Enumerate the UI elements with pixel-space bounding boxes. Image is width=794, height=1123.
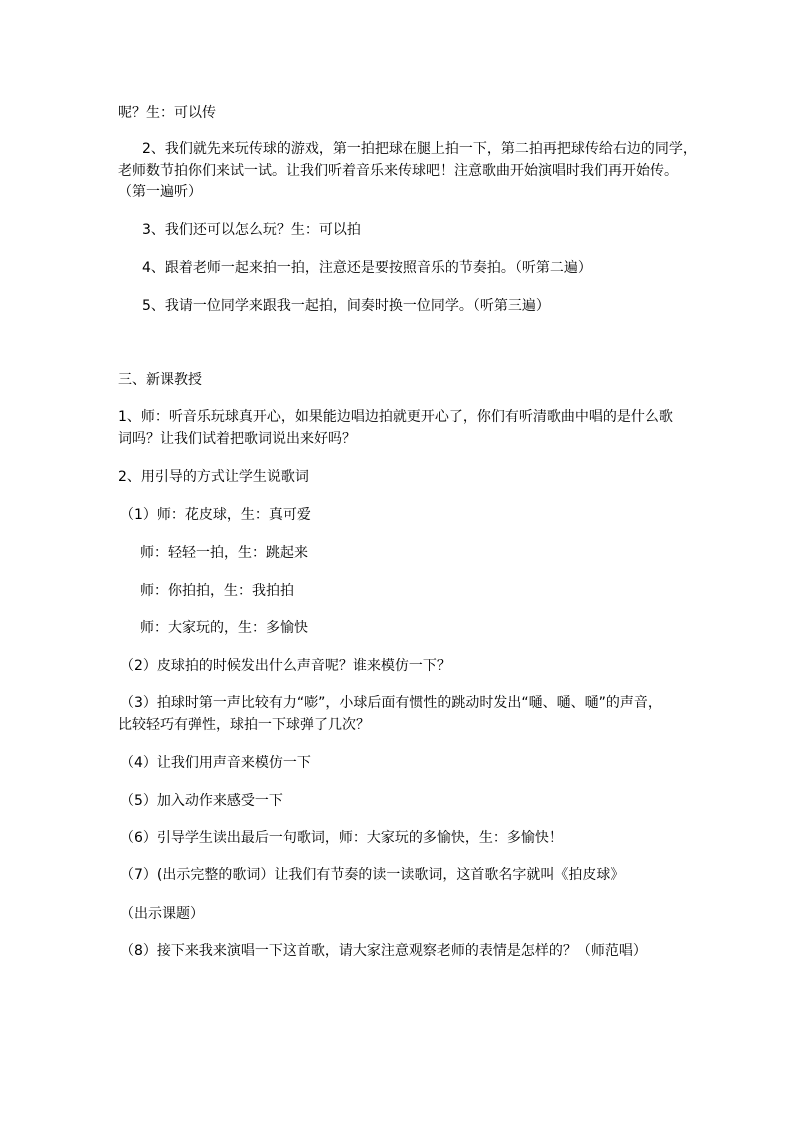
text-line: （8）接下来我来演唱一下这首歌，请大家注意观察老师的表情是怎样的？（师范唱） xyxy=(120,943,647,959)
text-line: 师：轻轻一拍，生：跳起来 xyxy=(140,545,308,561)
text-line: （6）引导学生读出最后一句歌词，师：大家玩的多愉快，生：多愉快！ xyxy=(120,830,563,846)
text-line: 2、用引导的方式让学生说歌词 xyxy=(118,469,309,485)
section-heading: 三、新课教授 xyxy=(118,372,202,388)
text-line: （4）让我们用声音来模仿一下 xyxy=(120,755,311,771)
text-line: 呢？生：可以传 xyxy=(118,105,216,121)
text-line: （1）师：花皮球，生：真可爱 xyxy=(120,507,311,523)
text-line: 师：你拍拍，生：我拍拍 xyxy=(140,583,294,599)
text-line: 词吗？让我们试着把歌词说出来好吗？ xyxy=(118,431,356,447)
text-line: 1、师：听音乐玩球真开心，如果能边唱边拍就更开心了，你们有听清歌曲中唱的是什么歌 xyxy=(118,409,673,425)
text-line: 3、我们还可以怎么玩？生：可以拍 xyxy=(142,222,361,238)
text-line: （出示课题） xyxy=(120,906,204,922)
text-line: 比较轻巧有弹性，球拍一下球弹了几次？ xyxy=(118,717,370,733)
text-line: （7）(出示完整的歌词）让我们有节奏的读一读歌词，这首歌名字就叫《拍皮球》 xyxy=(120,867,625,883)
text-line: 2、我们就先来玩传球的游戏，第一拍把球在腿上拍一下，第二拍再把球传给右边的同学， xyxy=(142,141,697,157)
text-line: 5、我请一位同学来跟我一起拍，间奏时换一位同学。（听第三遍） xyxy=(142,298,550,314)
text-line: 4、跟着老师一起来拍一拍，注意还是要按照音乐的节奏拍。（听第二遍） xyxy=(142,260,592,276)
text-line: 师：大家玩的，生：多愉快 xyxy=(140,620,308,636)
text-line: （3）拍球时第一声比较有力“嘭”，小球后面有惯性的跳动时发出“嗵、嗵、嗵”的声音， xyxy=(120,695,662,711)
text-line: 老师数节拍你们来试一试。让我们听着音乐来传球吧！注意歌曲开始演唱时我们再开始传。 xyxy=(118,163,678,179)
text-line: （5）加入动作来感受一下 xyxy=(120,793,283,809)
text-line: （第一遍听） xyxy=(118,184,202,200)
text-line: （2）皮球拍的时候发出什么声音呢？谁来模仿一下？ xyxy=(120,658,451,674)
